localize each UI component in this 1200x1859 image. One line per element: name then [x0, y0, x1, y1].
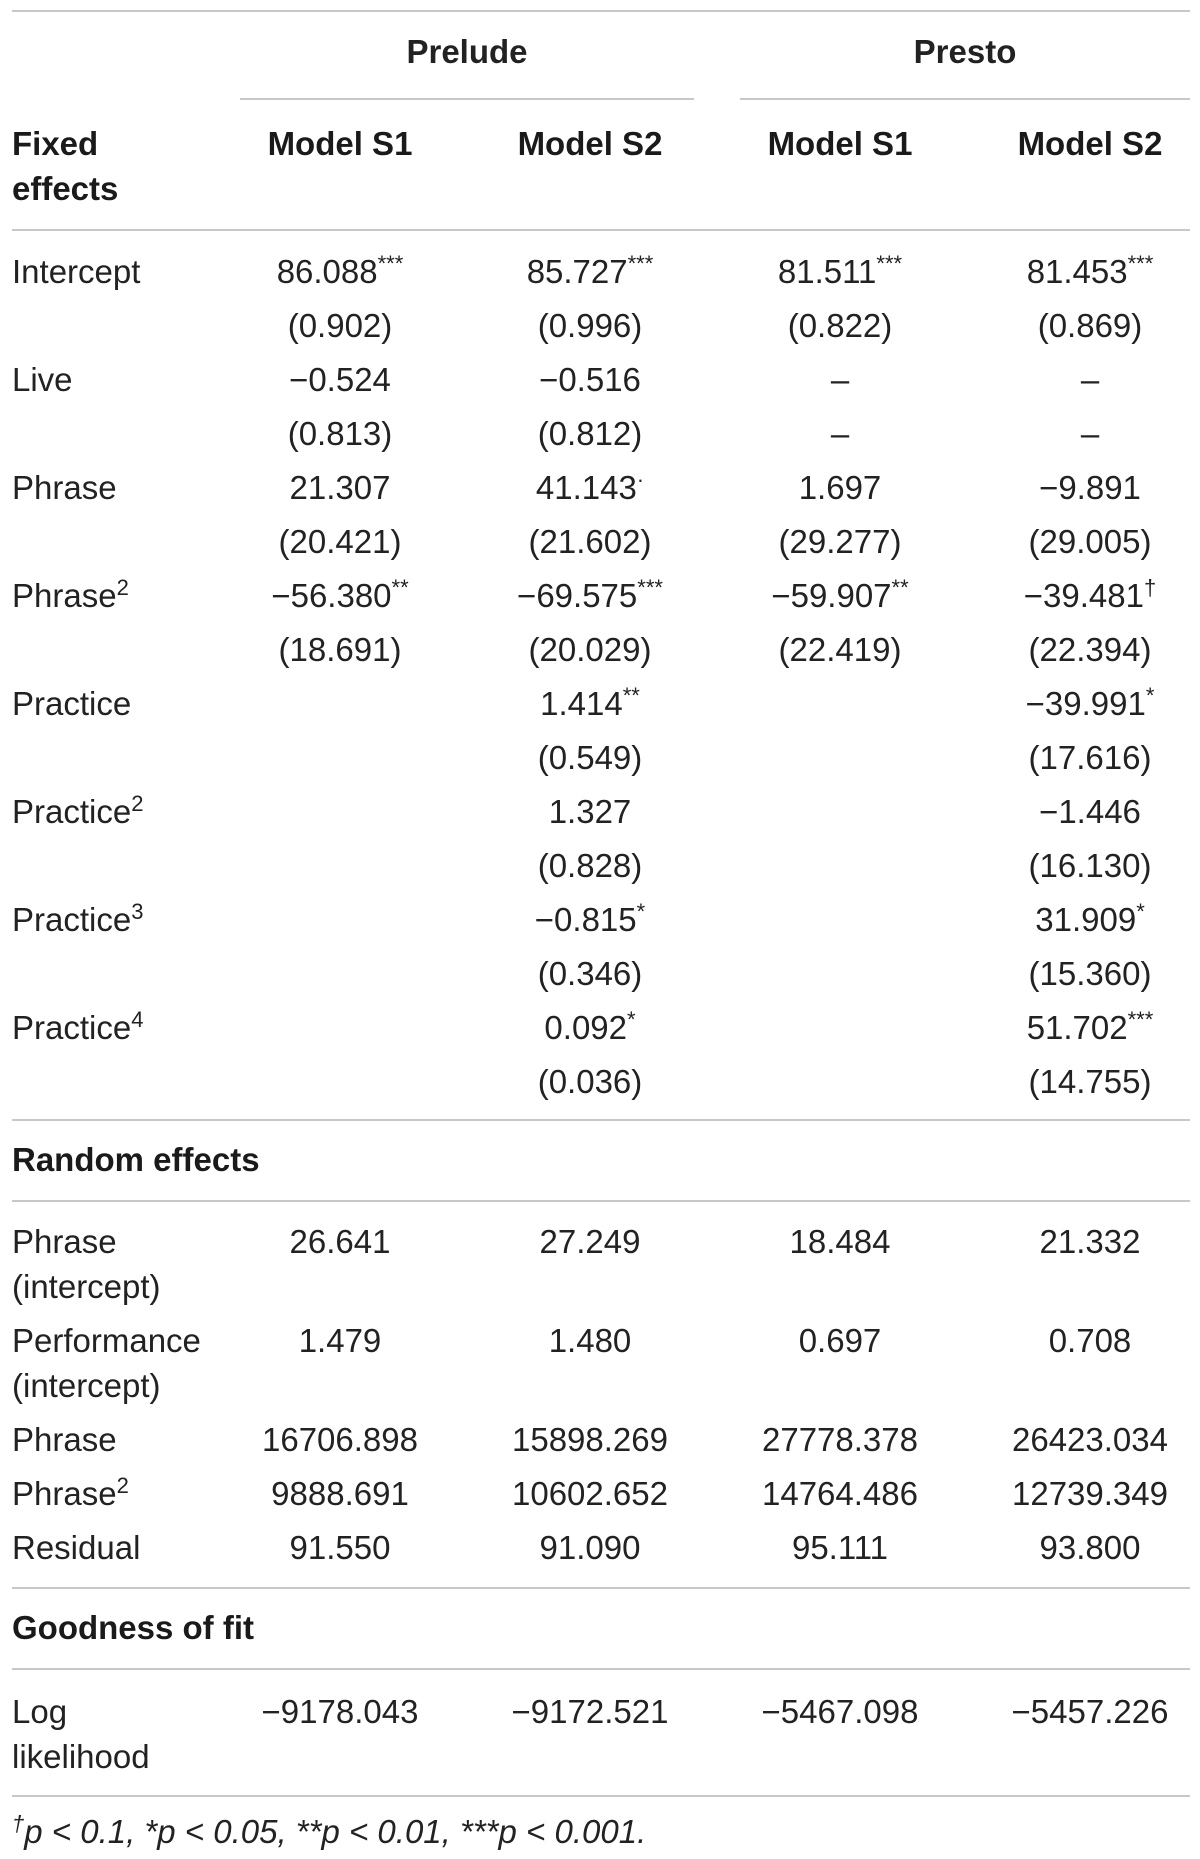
goodness-rule-bottom — [12, 1668, 1190, 1670]
coefficient-value: 1.414** — [540, 683, 640, 722]
variance-value: 0.708 — [1048, 1322, 1132, 1359]
random-effect-label: Residual — [12, 1529, 141, 1566]
standard-error-value: (20.029) — [528, 631, 652, 668]
variance-value: 10602.652 — [512, 1475, 668, 1512]
variance-value: 93.800 — [1039, 1529, 1141, 1566]
standard-error-value: (29.005) — [1028, 523, 1152, 560]
coefficient-value: −9.891 — [1039, 469, 1141, 506]
standard-error-value: (18.691) — [278, 631, 402, 668]
standard-error-value: – — [830, 415, 850, 452]
standard-error-value: (22.419) — [778, 631, 902, 668]
coefficient-value: 1.327 — [548, 793, 632, 830]
variance-value: 15898.269 — [512, 1421, 668, 1458]
variance-value: 91.550 — [289, 1529, 391, 1566]
coefficient-value: −39.481† — [1023, 575, 1157, 614]
standard-error-value: (0.549) — [537, 739, 643, 776]
variance-value: 14764.486 — [762, 1475, 918, 1512]
random-effect-label: Phrase$^2$ — [12, 1473, 129, 1512]
log-likelihood-value: −5467.098 — [761, 1693, 919, 1730]
random-effects-title: Random effects — [12, 1141, 260, 1178]
fixed-effect-label: Phrase$^2$ — [12, 575, 129, 614]
coefficient-value: 1.697 — [798, 469, 882, 506]
fixed-effect-label: Practice$^2$ — [12, 791, 144, 830]
variance-value: 0.697 — [798, 1322, 882, 1359]
standard-error-value: (0.828) — [537, 847, 643, 884]
presto-rule — [740, 98, 1190, 100]
variance-value: 27.249 — [539, 1223, 641, 1260]
coefficient-value: −0.516 — [539, 361, 641, 398]
random-effect-label: Performance — [12, 1322, 201, 1359]
coefficient-value: −39.991* — [1025, 683, 1155, 722]
random-effect-label: Phrase — [12, 1421, 117, 1458]
standard-error-value: (0.869) — [1037, 307, 1143, 344]
coefficient-value: −0.524 — [289, 361, 391, 398]
fixed-effect-label: Intercept — [12, 253, 141, 290]
model-header: Model S1 — [767, 125, 913, 162]
log-likelihood-value: −9172.521 — [511, 1693, 669, 1730]
standard-error-value: (29.277) — [778, 523, 902, 560]
standard-error-value: (0.813) — [287, 415, 393, 452]
coefficient-value: 85.727*** — [526, 251, 654, 290]
top-rule — [12, 10, 1190, 12]
variance-value: 9888.691 — [271, 1475, 409, 1512]
standard-error-value: (0.036) — [537, 1063, 643, 1100]
log-likelihood-value: −9178.043 — [261, 1693, 419, 1730]
variance-value: 21.332 — [1039, 1223, 1141, 1260]
goodness-rule-top — [12, 1587, 1190, 1589]
fixed-effect-label: Practice — [12, 685, 132, 722]
coefficient-value: 86.088*** — [276, 251, 404, 290]
log-likelihood-label-line2: likelihood — [12, 1738, 150, 1775]
random-effects-rule-bottom — [12, 1200, 1190, 1202]
footnote-rule — [12, 1795, 1190, 1797]
variance-value: 1.480 — [548, 1322, 632, 1359]
variance-value: 12739.349 — [1012, 1475, 1168, 1512]
coefficient-value: 81.453*** — [1026, 251, 1154, 290]
fixed-effects-header-line2: effects — [12, 170, 119, 207]
model-header: Model S2 — [517, 125, 663, 162]
dagger-symbol: † — [12, 1811, 25, 1836]
coefficient-value: 0.092* — [544, 1007, 636, 1046]
prelude-rule — [240, 98, 694, 100]
coefficient-value: 41.143· — [535, 467, 645, 506]
standard-error-value: (20.421) — [278, 523, 402, 560]
coefficient-value: 21.307 — [289, 469, 391, 506]
standard-error-value: (17.616) — [1028, 739, 1152, 776]
coefficient-value: 51.702*** — [1026, 1007, 1154, 1046]
coefficient-value: – — [1080, 361, 1100, 398]
fixed-effect-label: Phrase — [12, 469, 117, 506]
standard-error-value: (14.755) — [1028, 1063, 1152, 1100]
standard-error-value: (0.346) — [537, 955, 643, 992]
fixed-effect-label: Live — [12, 361, 73, 398]
variance-value: 18.484 — [789, 1223, 891, 1260]
coefficient-value: −1.446 — [1039, 793, 1141, 830]
standard-error-value: (22.394) — [1028, 631, 1152, 668]
fixed-effect-label: Practice$^3$ — [12, 899, 144, 938]
header-rule — [12, 229, 1190, 231]
random-effects-rule-top — [12, 1119, 1190, 1121]
group-header-presto: Presto — [913, 33, 1017, 70]
coefficient-value: −59.907** — [771, 575, 909, 614]
log-likelihood-value: −5457.226 — [1011, 1693, 1169, 1730]
standard-error-value: – — [1080, 415, 1100, 452]
random-effect-label-line2: (intercept) — [12, 1268, 161, 1305]
coefficient-value: 31.909* — [1035, 899, 1145, 938]
variance-value: 26423.034 — [1012, 1421, 1168, 1458]
fixed-effects-header: Fixed — [12, 125, 99, 162]
group-header-prelude: Prelude — [406, 33, 528, 70]
variance-value: 95.111 — [791, 1529, 889, 1566]
model-header: Model S2 — [1017, 125, 1163, 162]
random-effect-label-line2: (intercept) — [12, 1367, 161, 1404]
standard-error-value: (0.812) — [537, 415, 643, 452]
variance-value: 91.090 — [539, 1529, 641, 1566]
standard-error-value: (21.602) — [528, 523, 652, 560]
variance-value: 1.479 — [298, 1322, 382, 1359]
significance-footnote: †p < 0.1, *p < 0.05, **p < 0.01, ***p < 0.001. — [12, 1811, 647, 1850]
goodness-of-fit-title: Goodness of fit — [12, 1609, 254, 1646]
variance-value: 27778.378 — [762, 1421, 918, 1458]
standard-error-value: (0.902) — [287, 307, 393, 344]
standard-error-value: (16.130) — [1028, 847, 1152, 884]
coefficient-value: −56.380** — [271, 575, 409, 614]
fixed-effect-label: Practice$^4$ — [12, 1007, 144, 1046]
log-likelihood-label: Log — [12, 1693, 68, 1730]
coefficient-value: 81.511*** — [777, 251, 903, 290]
standard-error-value: (0.822) — [787, 307, 893, 344]
coefficient-value: −0.815* — [534, 899, 646, 938]
coefficient-value: – — [830, 361, 850, 398]
coefficient-value: −69.575*** — [517, 575, 663, 614]
variance-value: 26.641 — [289, 1223, 391, 1260]
standard-error-value: (0.996) — [537, 307, 643, 344]
variance-value: 16706.898 — [262, 1421, 418, 1458]
random-effect-label: Phrase — [12, 1223, 117, 1260]
standard-error-value: (15.360) — [1028, 955, 1152, 992]
model-header: Model S1 — [267, 125, 413, 162]
